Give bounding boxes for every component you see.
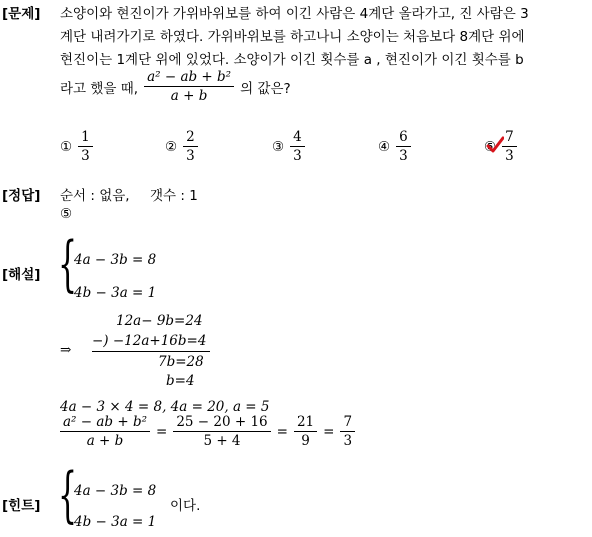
final-den-3: 9	[301, 433, 310, 450]
choice-1-den: 3	[81, 148, 90, 165]
problem-line-2: 계단 내려가기로 하였다. 가위바위보를 하고나니 소양이는 처음보다 8계단 위에	[60, 29, 525, 45]
answer-tag: [정답]	[2, 188, 41, 204]
hint-brace: {	[58, 460, 78, 530]
choice-2-mark: ②	[165, 138, 178, 155]
solution-elim-rule	[92, 351, 210, 352]
hint-tag: [힌트]	[2, 498, 41, 514]
problem-expr-numerator: a² − ab + b²	[144, 70, 234, 87]
choice-5-num: 7	[502, 130, 517, 147]
problem-line-3: 현진이는 1계단 위에 있었다. 소양이가 이긴 횟수를 a , 현진이가 이긴 횟수를 b	[60, 52, 524, 68]
problem-tag: [문제]	[2, 6, 41, 22]
choice-2-den: 3	[186, 148, 195, 165]
solution-step: 4a − 3 × 4 = 8, 4a = 20, a = 5	[60, 399, 270, 415]
final-den-1: a + b	[86, 433, 124, 450]
problem-expr-denominator: a + b	[170, 88, 208, 105]
problem-expression	[144, 70, 234, 103]
solution-eq-1: 4a − 3b = 8	[74, 252, 157, 268]
choice-1-num: 1	[78, 130, 93, 147]
problem-line-4-prefix: 라고 했을 때,	[60, 80, 139, 97]
final-den-4: 3	[343, 433, 353, 450]
hint-eq-2: 4b − 3a = 1	[74, 514, 157, 530]
choice-3-num: 4	[290, 130, 305, 147]
answer-value: ⑤	[60, 206, 73, 222]
final-num-2: 25 − 20 + 16	[173, 415, 270, 432]
choice-2[interactable]	[165, 130, 198, 163]
final-num-1: a² − ab + b²	[60, 415, 150, 432]
solution-final	[60, 415, 355, 448]
choice-1-mark: ①	[60, 138, 73, 155]
choice-3-den: 3	[293, 148, 302, 165]
choice-4-den: 3	[399, 148, 408, 165]
choice-4[interactable]	[378, 130, 411, 163]
solution-elim-1: 12a− 9b=24	[116, 313, 203, 329]
choice-5-den: 3	[505, 148, 514, 165]
solution-elim-3: 7b=28	[158, 354, 204, 370]
hint-suffix: 이다.	[170, 498, 201, 514]
answer-order: 순서 : 없음,	[60, 188, 130, 204]
problem-line-4	[60, 70, 291, 103]
final-num-3: 21	[294, 415, 317, 432]
solution-elim-2: −) −12a+16b=4	[92, 333, 207, 349]
checkmark-icon	[486, 136, 504, 154]
problem-line-4-suffix: 의 값은?	[240, 80, 291, 97]
choice-3[interactable]	[272, 130, 305, 163]
choice-5[interactable]	[484, 130, 517, 163]
answer-count: 갯수 : 1	[150, 188, 198, 204]
solution-elim-4: b=4	[166, 373, 195, 389]
final-eq-2: =	[276, 423, 288, 440]
choice-2-num: 2	[183, 130, 198, 147]
solution-brace: {	[58, 229, 78, 299]
hint-eq-1: 4a − 3b = 8	[74, 483, 157, 499]
choice-1[interactable]	[60, 130, 93, 163]
problem-line-1: 소양이와 현진이가 가위바위보를 하여 이긴 사람은 4계단 올라가고, 진 사람은 3	[60, 6, 529, 22]
final-num-4: 7	[340, 415, 355, 432]
solution-eq-2: 4b − 3a = 1	[74, 285, 157, 301]
choice-3-mark: ③	[272, 138, 285, 155]
choice-4-num: 6	[396, 130, 411, 147]
final-eq-3: =	[323, 423, 335, 440]
solution-arrow: ⇒	[60, 342, 72, 358]
final-eq-1: =	[156, 423, 168, 440]
choice-5-mark: ⑤	[484, 138, 497, 155]
choice-4-mark: ④	[378, 138, 391, 155]
final-den-2: 5 + 4	[203, 433, 241, 450]
choice-5-mark-wrap	[484, 139, 496, 155]
solution-tag: [해설]	[2, 267, 41, 283]
